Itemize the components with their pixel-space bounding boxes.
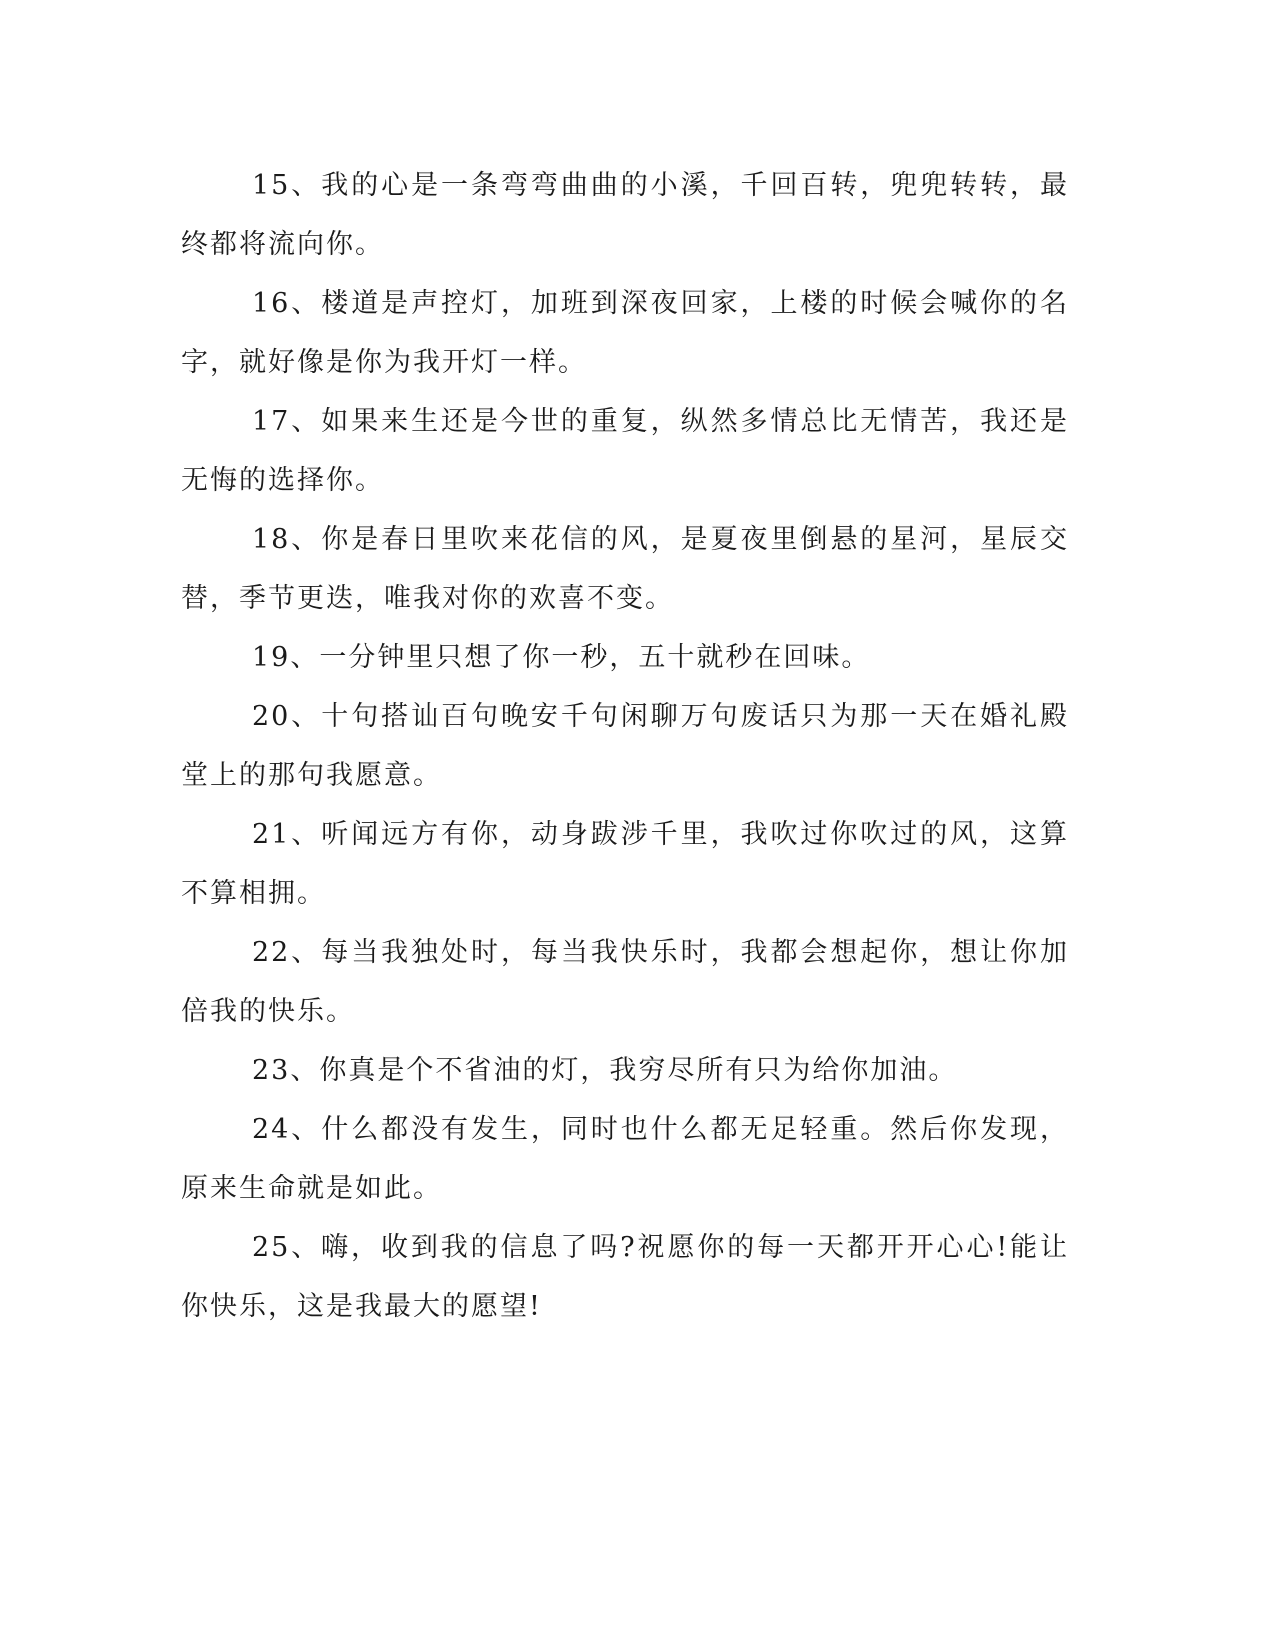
paragraph-18: 18、你是春日里吹来花信的风，是夏夜里倒悬的星河，星辰交替，季节更迭，唯我对你的欢喜不变。 [181,524,1069,614]
paragraph-23: 23、你真是个不省油的灯，我穷尽所有只为给你加油。 [252,1055,958,1086]
paragraph-17: 17、如果来生还是今世的重复，纵然多情总比无情苦，我还是无悔的选择你。 [181,406,1069,496]
paragraph-24: 24、什么都没有发生，同时也什么都无足轻重。然后你发现，原来生命就是如此。 [181,1114,1069,1204]
paragraph-21: 21、听闻远方有你，动身跋涉千里，我吹过你吹过的风，这算不算相拥。 [181,819,1069,909]
paragraph-22: 22、每当我独处时，每当我快乐时，我都会想起你，想让你加倍我的快乐。 [181,937,1069,1027]
document-body [181,156,1069,1336]
paragraph-15: 15、我的心是一条弯弯曲曲的小溪，千回百转，兜兜转转，最终都将流向你。 [181,170,1069,260]
paragraph-19: 19、一分钟里只想了你一秒，五十就秒在回味。 [252,642,871,673]
paragraph-25: 25、嗨，收到我的信息了吗?祝愿你的每一天都开开心心!能让你快乐，这是我最大的愿望! [181,1232,1069,1322]
paragraph-20: 20、十句搭讪百句晚安千句闲聊万句废话只为那一天在婚礼殿堂上的那句我愿意。 [181,701,1069,791]
paragraph-16: 16、楼道是声控灯，加班到深夜回家，上楼的时候会喊你的名字，就好像是你为我开灯一样。 [181,288,1069,378]
